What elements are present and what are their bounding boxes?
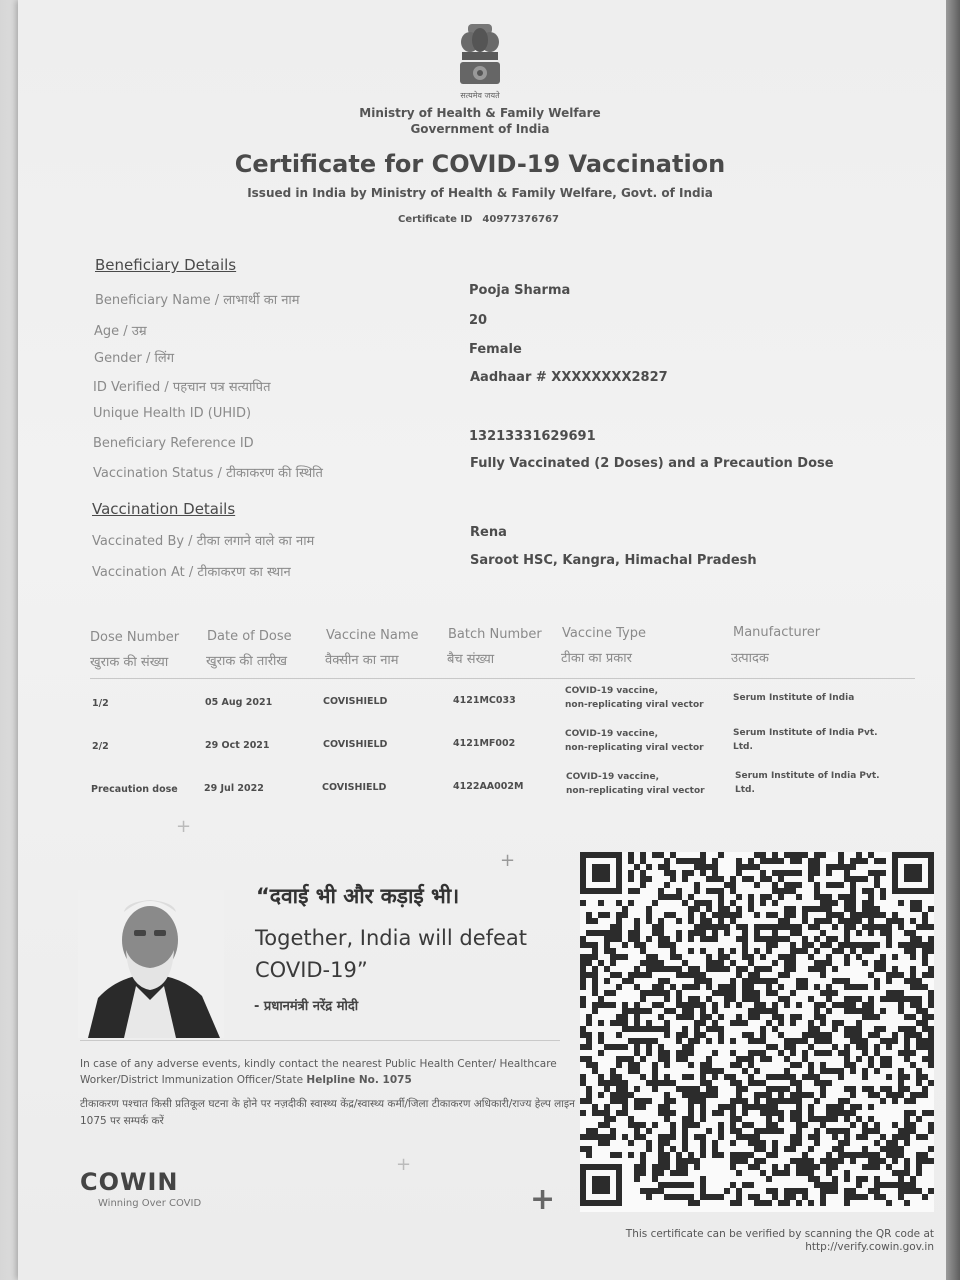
row2-type — [565, 727, 704, 755]
row3-manufacturer — [735, 769, 880, 797]
th-batch-number-hi: बैच संख्या — [447, 652, 495, 667]
certificate-id-label: Certificate ID — [398, 214, 473, 225]
row1-dose: 1/2 — [92, 698, 109, 709]
verification-note — [560, 1228, 934, 1254]
row1-mfr-line1: Serum Institute of India — [733, 693, 855, 703]
th-date-of-dose: Date of Dose — [207, 629, 292, 644]
ministry-name: Ministry of Health & Family Welfare — [359, 106, 601, 120]
row2-vaccine-name: COVISHIELD — [323, 739, 388, 750]
plus-mark-icon: + — [500, 850, 516, 871]
beneficiary-name-label: Beneficiary Name / लाभार्थी का नाम — [95, 293, 300, 308]
vaccinated-by-value: Rena — [470, 525, 507, 540]
row3-date: 29 Jul 2022 — [204, 783, 264, 794]
th-vaccine-name-hi: वैक्सीन का नाम — [325, 653, 399, 668]
plus-mark-icon: + — [396, 1154, 412, 1175]
id-verified-label: ID Verified / पहचान पत्र सत्यापित — [93, 380, 271, 395]
qr-code — [580, 852, 934, 1212]
row2-dose: 2/2 — [92, 741, 109, 752]
age-value: 20 — [469, 313, 488, 328]
th-manufacturer: Manufacturer — [733, 625, 821, 640]
quote-hindi: “दवाई भी और कड़ाई भी। — [256, 884, 460, 908]
plus-mark-icon: + — [530, 1182, 556, 1217]
age-label: Age / उम्र — [94, 324, 147, 339]
cowin-tagline: Winning Over COVID — [98, 1198, 202, 1209]
row3-dose: Precaution dose — [91, 784, 178, 795]
row3-type — [566, 770, 705, 798]
row2-type-line2: non-replicating viral vector — [565, 743, 704, 753]
vaccination-details-heading: Vaccination Details — [92, 500, 236, 518]
row3-mfr-line1: Serum Institute of India Pvt. — [735, 771, 880, 781]
gender-value: Female — [469, 342, 522, 357]
svg-text:सत्यमेव जयते: सत्यमेव जयते — [460, 91, 500, 100]
vaccinated-by-label: Vaccinated By / टीका लगाने वाले का नाम — [92, 534, 315, 549]
vaccination-status-value: Fully Vaccinated (2 Doses) and a Precaution Dose — [470, 456, 834, 471]
vaccination-status-label: Vaccination Status / टीकाकरण की स्थिति — [93, 466, 323, 481]
certificate-id-value: 40977376767 — [482, 214, 559, 225]
beneficiary-name-value: Pooja Sharma — [469, 283, 571, 298]
row3-type-line2: non-replicating viral vector — [566, 786, 705, 796]
gender-label: Gender / लिंग — [94, 351, 175, 366]
row3-vaccine-name: COVISHIELD — [322, 782, 387, 793]
plus-mark-icon: + — [176, 816, 192, 837]
footer-divider — [80, 1040, 560, 1041]
th-manufacturer-hi: उत्पादक — [731, 651, 769, 666]
row1-type-line1: COVID-19 vaccine, — [565, 686, 658, 696]
adverse-events-hi: टीकाकरण पश्चात किसी प्रतिकूल घटना के होने पर नज़दीकी स्वास्थ्य केंद्र/स्वास्थ्य कर्मी/जिला टीकाकरण अधिकारी/राज्य हेल्प लाइन 1075 पर सम्पर्क करें — [80, 1098, 575, 1127]
certificate-title: Certificate for COVID-19 Vaccination — [234, 150, 726, 178]
row3-mfr-line2: Ltd. — [735, 785, 755, 795]
national-emblem-icon — [452, 22, 508, 102]
th-vaccine-type-hi: टीका का प्रकार — [561, 651, 632, 666]
reference-id-value: 13213331629691 — [469, 429, 596, 444]
row1-type — [565, 684, 704, 712]
row3-batch: 4122AA002M — [453, 781, 524, 792]
row1-date: 05 Aug 2021 — [205, 697, 273, 708]
quote-english: Together, India will defeat COVID-19” — [255, 926, 528, 982]
uhid-label: Unique Health ID (UHID) — [93, 406, 252, 421]
reference-id-label: Beneficiary Reference ID — [93, 436, 254, 451]
helpline-number: Helpline No. 1075 — [306, 1074, 412, 1086]
row2-type-line1: COVID-19 vaccine, — [565, 729, 658, 739]
adverse-events-text: In case of any adverse events, kindly contact the nearest Public Health Center/ Healthcare Worker/District Immunization Officer/State — [80, 1058, 557, 1086]
row2-manufacturer — [733, 726, 878, 754]
th-vaccine-type: Vaccine Type — [562, 626, 646, 641]
row3-type-line1: COVID-19 vaccine, — [566, 772, 659, 782]
row1-type-line2: non-replicating viral vector — [565, 700, 704, 710]
certificate-id — [398, 214, 559, 225]
th-vaccine-name: Vaccine Name — [326, 628, 419, 643]
th-dose-number-hi: खुराक की संख्या — [90, 655, 169, 670]
verification-url: http://verify.cowin.gov.in — [805, 1241, 934, 1253]
row2-date: 29 Oct 2021 — [205, 740, 270, 751]
beneficiary-details-heading: Beneficiary Details — [95, 256, 237, 274]
portrait-photo — [78, 890, 224, 1038]
quote-attribution: - प्रधानमंत्री नरेंद्र मोदी — [254, 999, 359, 1014]
vaccination-at-value: Saroot HSC, Kangra, Himachal Pradesh — [470, 553, 757, 568]
government-name: Government of India — [410, 122, 550, 136]
verification-text: This certificate can be verified by scanning the QR code at — [625, 1228, 934, 1240]
id-verified-value: Aadhaar # XXXXXXXX2827 — [470, 370, 668, 385]
adverse-events-en — [80, 1056, 580, 1088]
row1-manufacturer — [733, 691, 854, 705]
row2-mfr-line1: Serum Institute of India Pvt. — [733, 728, 878, 738]
row2-batch: 4121MF002 — [453, 738, 516, 749]
vaccination-at-label: Vaccination At / टीकाकरण का स्थान — [92, 565, 291, 580]
cowin-logo: COWIN — [80, 1168, 179, 1196]
th-date-of-dose-hi: खुराक की तारीख — [206, 654, 288, 669]
row2-mfr-line2: Ltd. — [733, 742, 753, 752]
row1-batch: 4121MC033 — [453, 695, 516, 706]
th-dose-number: Dose Number — [90, 630, 180, 645]
row1-vaccine-name: COVISHIELD — [323, 696, 388, 707]
table-divider — [90, 678, 915, 679]
issued-by: Issued in India by Ministry of Health & Family Welfare, Govt. of India — [247, 186, 713, 200]
th-batch-number: Batch Number — [448, 627, 542, 642]
